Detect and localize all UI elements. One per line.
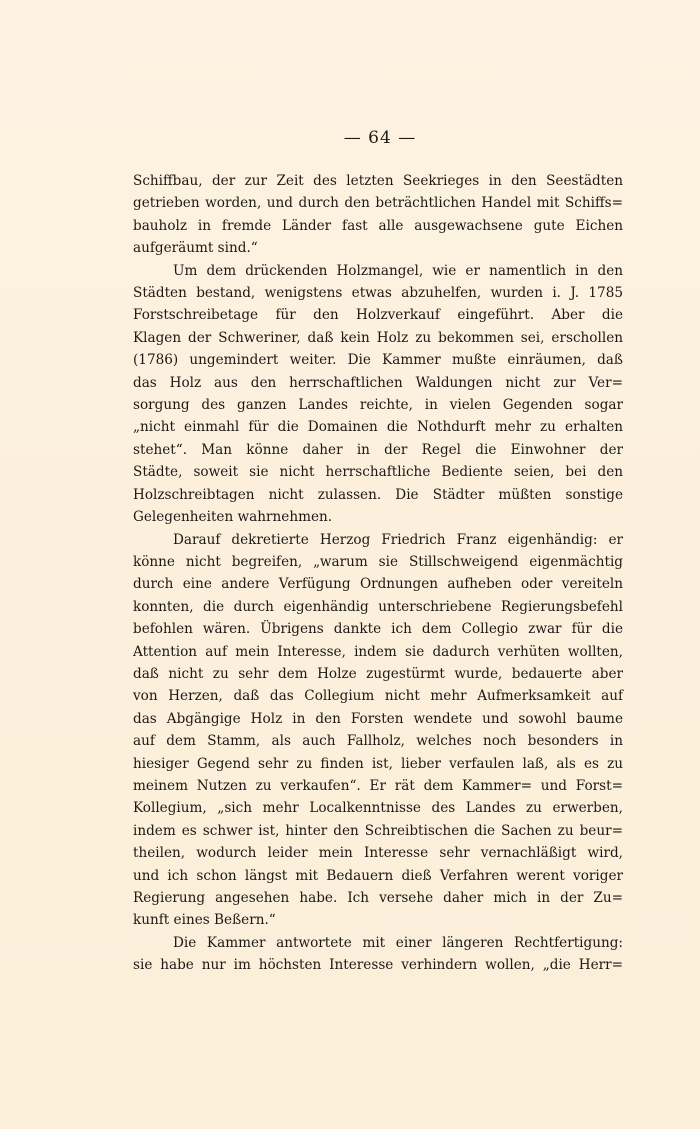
text-line: getrieben worden, und durch den beträchtlichen Handel mit Schiffs= [133, 195, 623, 212]
text-line: kunft eines Beßern.“ [133, 912, 276, 929]
text-line: Forstschreibetage für den Holzverkauf eingeführt. Aber die [133, 307, 623, 324]
text-line: „nicht einmahl für die Domainen die Nothdurft mehr zu erhalten [133, 419, 623, 436]
text-line: Gelegenheiten wahrnehmen. [133, 509, 333, 526]
text-line: Städten bestand, wenigstens etwas abzuhelfen, wurden i. J. 1785 [133, 285, 623, 302]
text-line: das Holz aus den herrschaftlichen Waldungen nicht zur Ver= [133, 374, 623, 391]
text-line: Städte, soweit sie nicht herrschaftliche Bediente seien, bei den [133, 464, 623, 481]
text-line: Regierung angesehen habe. Ich versehe daher mich in der Zu= [133, 890, 623, 906]
text-line: sorgung des ganzen Landes reichte, in vielen Gegenden sogar [133, 397, 623, 414]
page-number: — 64 — [343, 128, 417, 148]
text-line: Kollegium, „sich mehr Localkenntnisse des Landes zu erwerben, [133, 800, 623, 817]
text-line: Darauf dekretierte Herzog Friedrich Franz eigenhändig: er [173, 531, 623, 548]
text-line: Klagen der Schweriner, daß kein Holz zu bekommen sei, erschollen [133, 329, 623, 346]
text-line: sie habe nur im höchsten Interesse verhindern wollen, „die Herr= [133, 957, 623, 974]
text-line: auf dem Stamm, als auch Fallholz, welches noch besonders in [133, 733, 623, 750]
text-line: Holzschreibtagen nicht zulassen. Die Städter müßten sonstige [133, 486, 623, 503]
text-line: konnten, die durch eigenhändig unterschriebene Regierungsbefehl [133, 598, 623, 615]
text-line: und ich schon längst mit Bedauern dieß Verfahren werent voriger [133, 867, 623, 884]
text-line: befohlen wären. Übrigens dankte ich dem Collegio zwar für die [133, 621, 623, 638]
text-line: könne nicht begreifen, „warum sie Stillschweigend eigenmächtig [133, 553, 623, 570]
text-line: von Herzen, daß das Collegium nicht mehr Aufmerksamkeit auf [133, 688, 623, 705]
text-line: (1786) ungemindert weiter. Die Kammer mußte einräumen, daß [133, 352, 623, 369]
text-line: daß nicht zu sehr dem Holze zugestürmt wurde, bedauerte aber [133, 665, 623, 682]
text-line: indem es schwer ist, hinter den Schreibtischen die Sachen zu beur= [133, 822, 623, 839]
text-line: Schiffbau, der zur Zeit des letzten Seekrieges in den Seestädten [133, 173, 623, 189]
text-line: stehet“. Man könne daher in der Regel die Einwohner der [133, 441, 623, 458]
text-line: hiesiger Gegend sehr zu finden ist, lieber verfaulen laß, als es zu [133, 755, 623, 772]
text-line: Die Kammer antwortete mit einer längeren Rechtfertigung: [173, 934, 623, 951]
body-text [133, 170, 623, 977]
text-line: meinem Nutzen zu verkaufen“. Er rät dem Kammer= und Forst= [133, 777, 623, 794]
text-line: durch eine andere Verfügung Ordnungen aufheben oder vereiteln [133, 576, 623, 593]
text-line: Um dem drückenden Holzmangel, wie er namentlich in den [173, 262, 623, 279]
text-line: das Abgängige Holz in den Forsten wendete und sowohl baume [133, 710, 623, 727]
text-line: bauholz in fremde Länder fast alle ausgewachsene gute Eichen [133, 217, 623, 234]
text-line: aufgeräumt sind.“ [133, 240, 258, 257]
text-line: Attention auf mein Interesse, indem sie dadurch verhüten wollten, [133, 643, 623, 660]
text-line: theilen, wodurch leider mein Interesse sehr vernachläßigt wird, [133, 845, 623, 862]
